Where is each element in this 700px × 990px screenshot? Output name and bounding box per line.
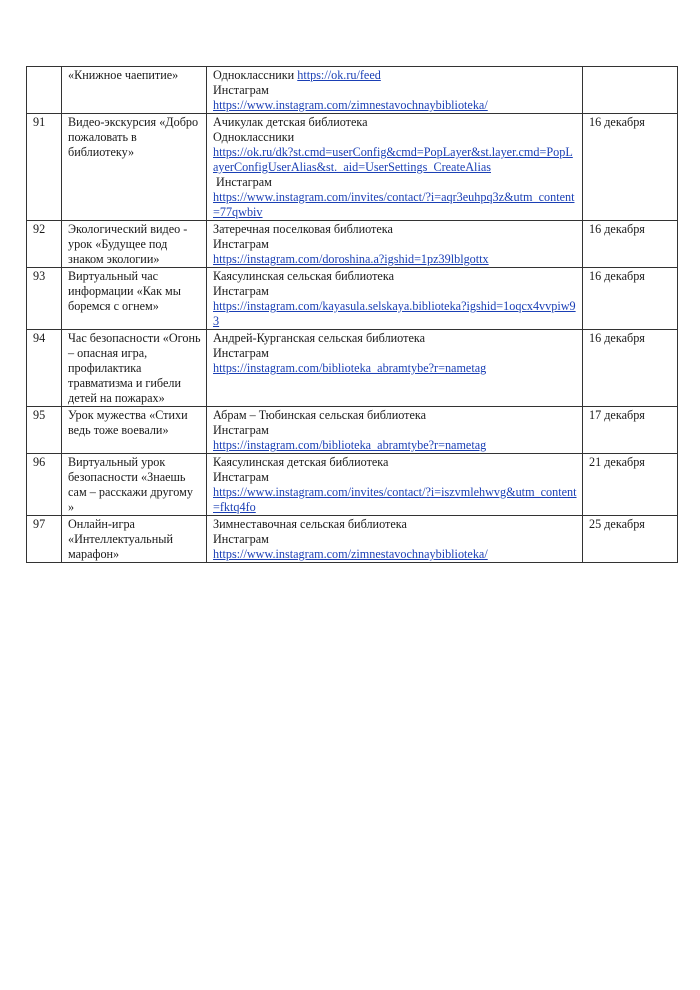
event-place [207,454,583,516]
event-title: Виртуальный урок безопасности «Знаешь сам – расскажи другому » [62,454,207,516]
event-date: 16 декабря [583,114,678,221]
place-org-name: Зимнеставочная сельская библиотека [213,517,407,531]
event-place [207,268,583,330]
event-title: Виртуальный час информации «Как мы боремся с огнем» [62,268,207,330]
instagram-link[interactable]: https://instagram.com/doroshina.a?igshid=1pz39lblgottx [213,252,489,266]
table-row [27,407,678,454]
table-row [27,67,678,114]
table-row [27,330,678,407]
events-table [26,66,678,563]
platform-label: Инстаграм [213,423,269,437]
event-date: 16 декабря [583,330,678,407]
event-title: Час безопасности «Огонь – опасная игра, профилактика травматизма и гибели детей на пожарах» [62,330,207,407]
event-date: 16 декабря [583,268,678,330]
place-org-name: Каясулинская сельская библиотека [213,269,394,283]
event-place [207,221,583,268]
event-place [207,407,583,454]
event-title: «Книжное чаепитие» [62,67,207,114]
place-org-name: Ачикулак детская библиотека [213,115,368,129]
instagram-link[interactable]: https://instagram.com/biblioteka_abramtybe?r=nametag [213,361,487,375]
table-row [27,454,678,516]
place-org-name: Затеречная поселковая библиотека [213,222,393,236]
events-table-body [27,67,678,563]
table-row [27,268,678,330]
place-org-line [213,68,578,83]
platform-label: Инстаграм [213,175,272,189]
platform-label: Инстаграм [213,470,269,484]
table-row [27,221,678,268]
instagram-link[interactable]: https://www.instagram.com/zimnestavochnaybiblioteka/ [213,547,488,561]
event-place [207,330,583,407]
event-title: Экологический видео - урок «Будущее под знаком экологии» [62,221,207,268]
place-org-link[interactable]: https://ok.ru/feed [297,68,381,82]
event-date: 17 декабря [583,407,678,454]
event-date [583,67,678,114]
place-org-name: Абрам – Тюбинская сельская библиотека [213,408,427,422]
row-number: 96 [27,454,62,516]
row-number: 93 [27,268,62,330]
platform-label: Инстаграм [213,346,269,360]
event-place [207,516,583,563]
place-org-name: Каясулинская детская библиотека [213,455,389,469]
row-number: 95 [27,407,62,454]
row-number: 94 [27,330,62,407]
event-date: 21 декабря [583,454,678,516]
event-date: 16 декабря [583,221,678,268]
place-org-name: Андрей-Курганская сельская библиотека [213,331,425,345]
event-title: Онлайн-игра «Интеллектуальный марафон» [62,516,207,563]
event-place [207,114,583,221]
instagram-link[interactable]: https://instagram.com/biblioteka_abramtybe?r=nametag [213,438,487,452]
instagram-link[interactable]: https://instagram.com/kayasula.selskaya.biblioteka?igshid=1oqcx4vvpiw93 [213,299,576,328]
platform-label: Инстаграм [213,284,269,298]
table-row [27,114,678,221]
instagram-link[interactable]: https://www.instagram.com/invites/contact/?i=aqr3euhpq3z&utm_content=77qwbiv [213,190,575,219]
platform-label: Одноклассники [213,130,295,144]
instagram-link[interactable]: https://www.instagram.com/invites/contact/?i=iszvmlehwvg&utm_content=fktq4fo [213,485,577,514]
platform-label: Инстаграм [213,532,269,546]
event-date: 25 декабря [583,516,678,563]
row-number: 92 [27,221,62,268]
event-title: Урок мужества «Стихи ведь тоже воевали» [62,407,207,454]
table-row [27,516,678,563]
platform-label: Инстаграм [213,237,269,251]
place-org-name: Одноклассники [213,68,298,82]
instagram-link[interactable]: https://www.instagram.com/zimnestavochnaybiblioteka/ [213,98,488,112]
row-number: 91 [27,114,62,221]
platform-label: Инстаграм [213,83,269,97]
event-title: Видео-экскурсия «Добро пожаловать в библиотеку» [62,114,207,221]
event-place [207,67,583,114]
odnoklassniki-link[interactable]: https://ok.ru/dk?st.cmd=userConfig&cmd=PopLayer&st.layer.cmd=PopLayerConfigUserAlias&st._aid=UserSettings_CreateAlias [213,145,573,174]
row-number [27,67,62,114]
row-number: 97 [27,516,62,563]
